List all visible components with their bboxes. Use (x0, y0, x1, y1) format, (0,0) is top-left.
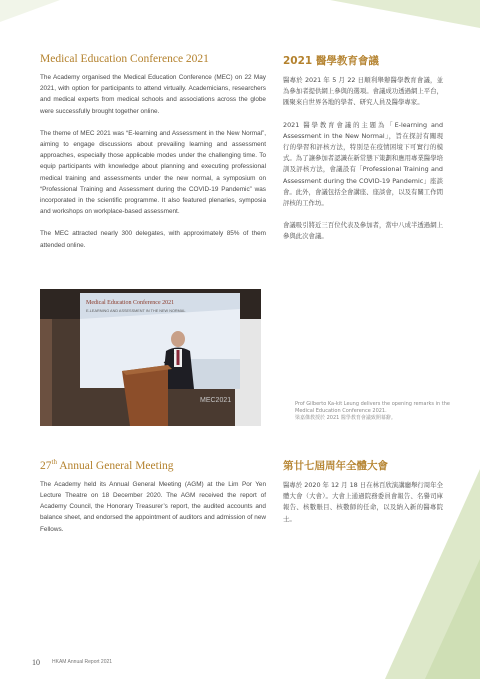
screen-subtitle-text: E-LEARNING AND ASSESSMENT IN THE NEW NORMAL (86, 309, 186, 313)
mec-section-zh (283, 53, 443, 254)
corner-decoration-bottom-right-inner (425, 559, 480, 679)
photo-caption-zh: 梁嘉傑教授於 2021 醫學教育會議致開幕辭。 (295, 415, 396, 421)
agm-title-suffix: th (51, 458, 57, 466)
agm-section-en (40, 458, 266, 546)
mec-paragraph-en-1: The Academy organised the Medical Education Conference (MEC) on 22 May 2021, with option for participants to attend virtually. Academicians, researchers and medical experts from medical schools and associations across the globe were successfully brought together online. (40, 74, 266, 115)
mec-title-zh: 2021 醫學教育會議 (283, 55, 379, 67)
screen-mec2021-text: MEC2021 (200, 397, 232, 404)
corner-decoration-top-left (0, 0, 60, 22)
agm-title-number: 27 (40, 459, 52, 472)
mec-paragraph-zh-1: 醫專於 2021 年 5 月 22 日順利舉辦醫學教育會議，並為參加者提供網上參與的選項。會議成功透過網上平台，匯聚來自世界各地的學者、研究人員及醫學專家。 (283, 76, 443, 107)
agm-title-zh: 第廿七屆周年全體大會 (283, 460, 388, 472)
mec-section-en (40, 53, 266, 262)
page-number: 10 (32, 658, 40, 667)
mec-paragraph-zh-3: 會議吸引將近三百位代表及參加者，當中八成半透過網上參與此次會議。 (283, 221, 443, 241)
mec-paragraph-en-2: The theme of MEC 2021 was “E-learning and Assessment in the New Normal”, aiming to engage discussions about prevailing learning and assessment approaches, especially those applicable modes under the challenging time. To equip participants with knowledge about planning and executing professional medical training and assessments under the new normal, a symposium on “Professional Training and Assessment during the COVID-19 Pandemic” was incorporated in the scientific programme. It also featured plenaries, symposia and workshops on workplace-based assessment. (40, 129, 266, 216)
agm-title-en (40, 458, 266, 472)
mec-title-en: Medical Education Conference 2021 (40, 53, 209, 65)
agm-paragraph-zh: 醫專於 2020 年 12 月 18 日在林百欣演講廳舉行周年全體大會（大會）。大會上通過院務委員會報告、名譽司庫報告、核數賬目、核數師的任命，以及納入新的醫專院士。 (283, 481, 443, 523)
photo-caption-en: Prof Gilberto Ka-kit Leung delivers the opening remarks in the Medical Education Conference 2021. (295, 401, 450, 414)
conference-photo (40, 289, 261, 426)
corner-decoration-top-right (330, 0, 480, 28)
screen-title-text: Medical Education Conference 2021 (86, 300, 175, 306)
photo-caption (295, 401, 455, 422)
mec-paragraph-zh-2: 2021 醫學教育會議的主題為「E-learning and Assessment in the New Normal」，旨在探討有關現行的學習和評核方法，特別是在疫情困境下可實行的模式。為了讓參加者認識在新常態下策劃和應用專業醫學培訓及評核方法，會議設有「Professional Training and Assessment during the COVID-19 Pandemic」座談會。此外，會議包括全會講座、座談會，以及有關工作間評核的工作坊。 (283, 120, 443, 208)
agm-title-text: Annual General Meeting (56, 459, 174, 472)
publication-name: HKAM Annual Report 2021 (52, 659, 113, 665)
agm-section-zh (283, 458, 443, 536)
agm-paragraph-en: The Academy held its Annual General Meeting (AGM) at the Lim Por Yen Lecture Theatre on 18 December 2020. The AGM received the report of Academy Council, the Honorary Treasurer’s report, the audited accounts and balance sheet, and endorsed the appointment of auditors and admission of new Fellows. (40, 480, 266, 533)
conference-photo-illustration (40, 289, 261, 426)
mec-paragraph-en-3: The MEC attracted nearly 300 delegates, with approximately 85% of them attended online. (40, 230, 266, 249)
